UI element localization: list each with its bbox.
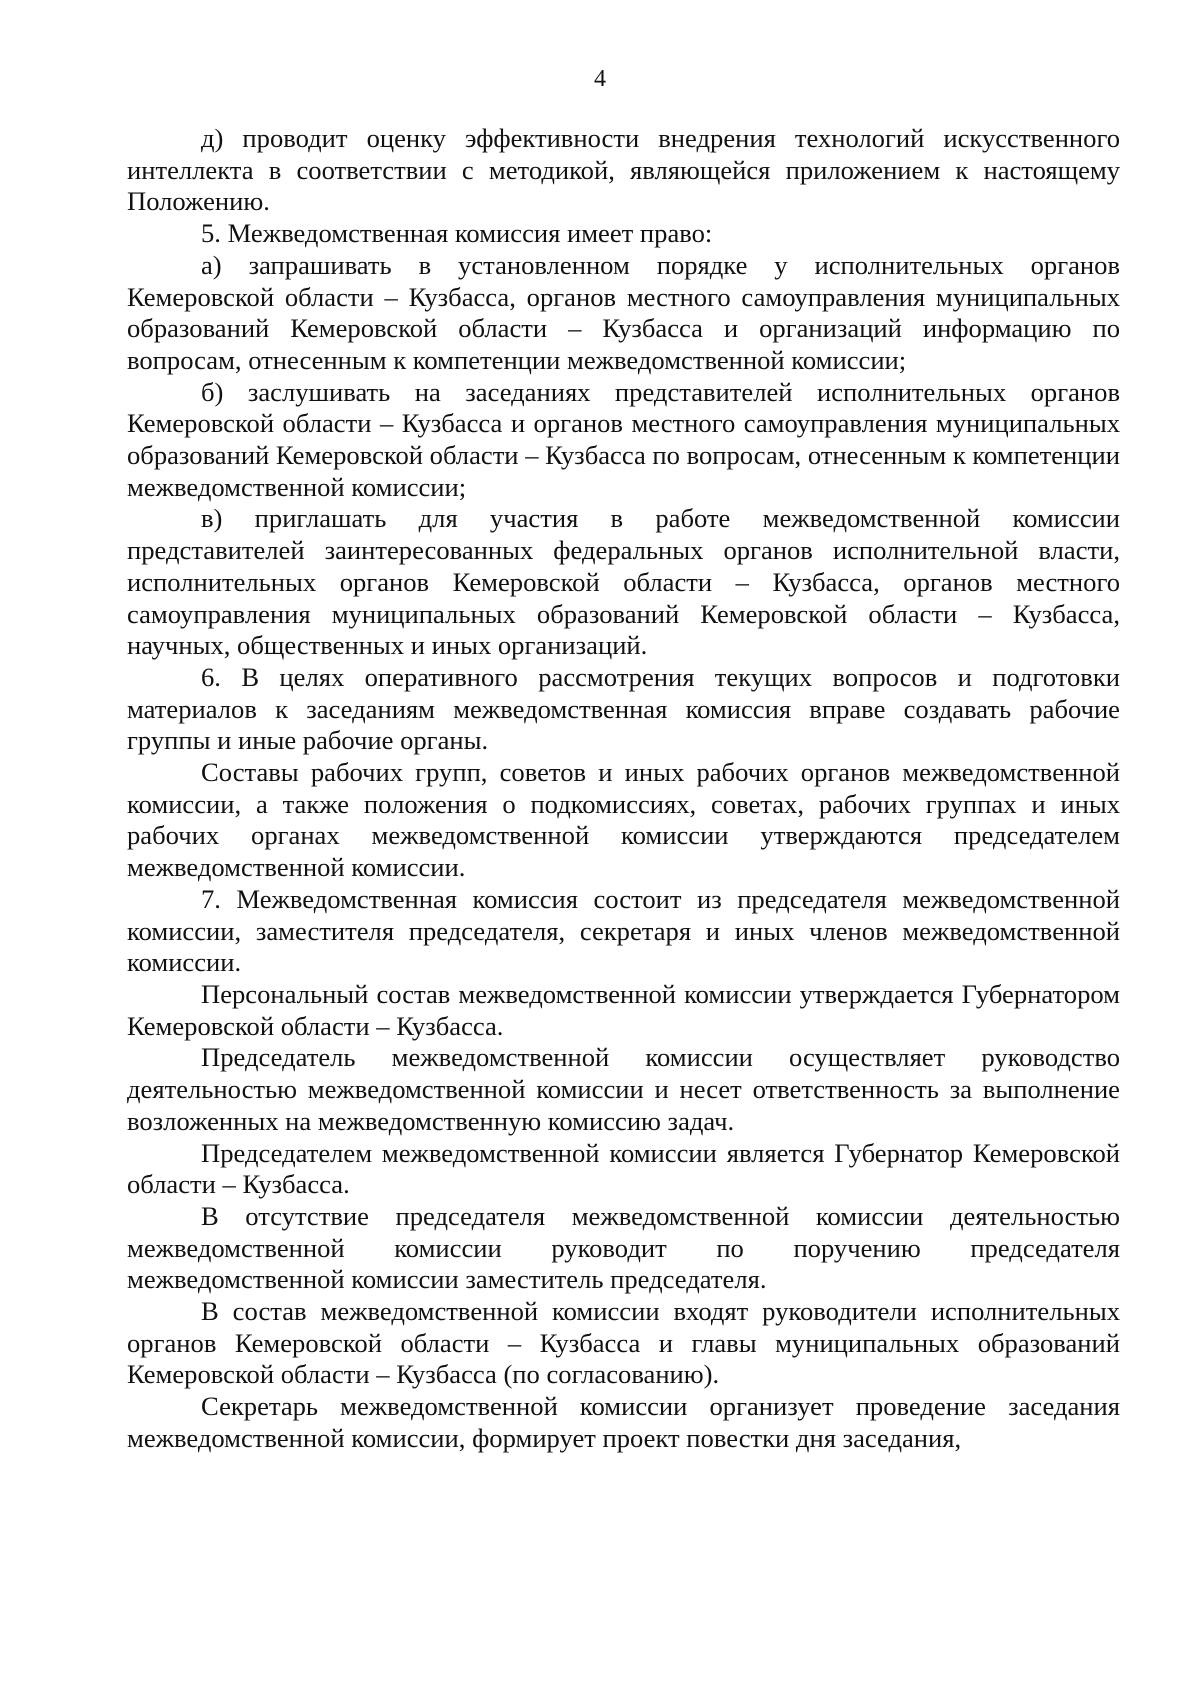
paragraph-group-composition: Составы рабочих групп, советов и иных рабочих органов межведомственной комиссии, а также положения о подкомиссиях, советах, рабочих группах и иных рабочих органах межведомственной комиссии утверждаются председателем межведомственной комиссии. — [127, 757, 1120, 883]
paragraph-5-rights: 5. Межведомственная комиссия имеет право: — [201, 218, 713, 249]
paragraph-6-working-groups: 6. В целях оперативного рассмотрения текущих вопросов и подготовки материалов к заседаниям межведомственная комиссия вправе создавать рабочие группы и иные рабочие органы. — [127, 661, 1120, 756]
paragraph-chair-duties: Председатель межведомственной комиссии осуществляет руководство деятельностью межведомственной комиссии и несет ответственность за выполнение возложенных на межведомственную комиссию задач. — [127, 1042, 1120, 1136]
page-number: 4 — [594, 66, 606, 92]
paragraph-composition: В состав межведомственной комиссии входят руководители исполнительных органов Кемеровской области – Кузбасса и главы муниципальных образований Кемеровской области – Кузбасса (по согласованию). — [127, 1296, 1120, 1390]
paragraph-personnel: Персональный состав межведомственной комиссии утверждается Губернатором Кемеровской области – Кузбасса. — [127, 978, 1120, 1041]
paragraph-secretary: Секретарь межведомственной комиссии организует проведение заседания межведомственной комиссии, формирует проект повестки дня заседания, — [127, 1391, 1120, 1453]
paragraph-a-request: а) запрашивать в установленном порядке у исполнительных органов Кемеровской области – Кузбасса, органов местного самоуправления муниципальных образований Кемеровской области – Кузбасса и организаций информацию по вопросам, отнесенным к компетенции межведомственной комиссии; — [127, 249, 1120, 375]
paragraph-b-hear: б) заслушивать на заседаниях представителей исполнительных органов Кемеровской области – Кузбасса и органов местного самоуправления муниципальных образований Кемеровской области – Кузбасса по вопросам, отнесенным к компетенции межведомственной комиссии; — [127, 376, 1120, 502]
paragraph-v-invite: в) приглашать для участия в работе межведомственной комиссии представителей заинтересованных федеральных органов исполнительной власти, исполнительных органов Кемеровской области – Кузбасса, органов местного самоуправления муниципальных образований Кемеровской области – Кузбасса, научных, общественных и иных организаций. — [127, 503, 1120, 661]
paragraph-chair-governor: Председателем межведомственной комиссии является Губернатор Кемеровской области – Кузбасса. — [127, 1137, 1120, 1200]
document-body — [127, 123, 1120, 1455]
paragraph-d-evaluation: д) проводит оценку эффективности внедрения технологий искусственного интеллекта в соответствии с методикой, являющейся приложением к настоящему Положению. — [127, 123, 1120, 217]
paragraph-deputy: В отсутствие председателя межведомственной комиссии деятельностью межведомственной комиссии руководит по поручению председателя межведомственной комиссии заместитель председателя. — [127, 1200, 1120, 1295]
paragraph-7-members: 7. Межведомственная комиссия состоит из председателя межведомственной комиссии, заместителя председателя, секретаря и иных членов межведомственной комиссии. — [127, 883, 1120, 978]
